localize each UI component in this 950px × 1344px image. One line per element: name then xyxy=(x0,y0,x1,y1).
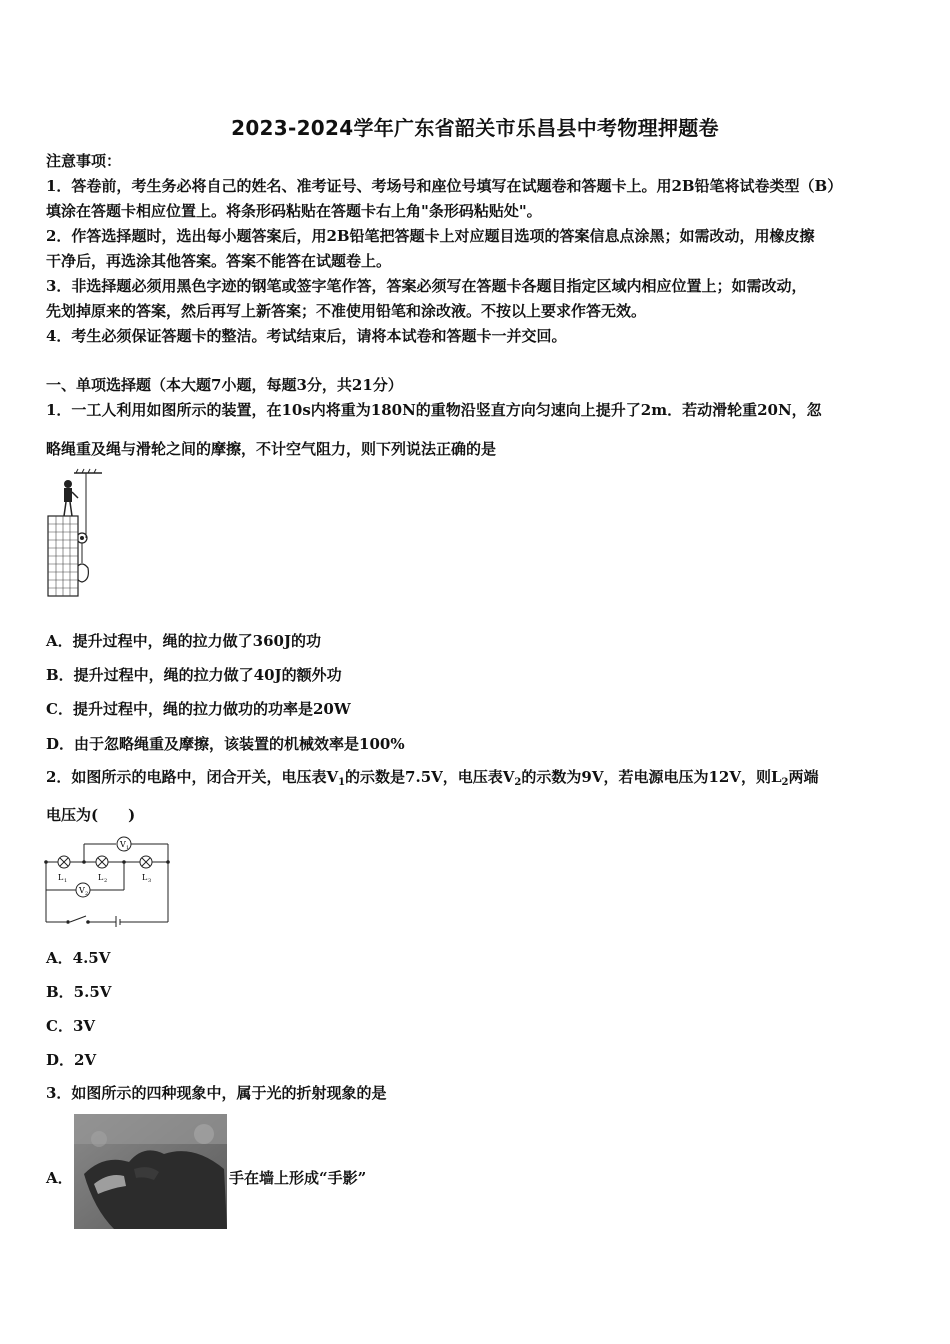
circuit-figure xyxy=(44,832,174,927)
notice-line: 填涂在答题卡相应位置上。将条形码粘贴在答题卡右上角"条形码粘贴处"。 xyxy=(46,202,542,220)
l2-label: L xyxy=(98,873,104,882)
notice-line: 2．作答选择题时，选出每小题答案后，用2B铅笔把答题卡上对应题目选项的答案信息点涂黑；如需改动，用橡皮擦 xyxy=(46,227,815,245)
notice-line: 先划掉原来的答案，然后再写上新答案；不准使用铅笔和涂改液。不按以上要求作答无效。 xyxy=(46,302,647,320)
q2-option-b: B．5.5V xyxy=(46,983,112,1001)
pulley-figure xyxy=(44,468,104,598)
hand-shadow-photo xyxy=(74,1114,227,1229)
q3-stem: 3．如图所示的四种现象中，属于光的折射现象的是 xyxy=(46,1084,387,1102)
page-title: 2023-2024学年广东省韶关市乐昌县中考物理押题卷 xyxy=(231,116,719,140)
l1-label: L xyxy=(58,873,64,882)
q1-stem-line2: 略绳重及绳与滑轮之间的摩擦，不计空气阻力，则下列说法正确的是 xyxy=(46,440,497,458)
q2-option-d: D．2V xyxy=(46,1051,97,1069)
notice-line: 4．考生必须保证答题卡的整洁。考试结束后，请将本试卷和答题卡一并交回。 xyxy=(46,327,567,345)
notice-heading: 注意事项： xyxy=(46,152,122,170)
q2-option-a: A．4.5V xyxy=(46,949,111,967)
v2-sub-label: 2 xyxy=(85,891,89,897)
notice-line: 干净后，再选涂其他答案。答案不能答在试题卷上。 xyxy=(46,252,392,270)
l3-label: L xyxy=(142,873,148,882)
v2-label: V xyxy=(79,886,85,895)
notice-line: 1．答卷前，考生务必将自己的姓名、准考证号、考场号和座位号填写在试题卷和答题卡上。用2B铅笔将试卷类型（B） xyxy=(46,177,843,195)
section-heading: 一、单项选择题（本大题7小题，每题3分，共21分） xyxy=(46,376,403,394)
q2-stem-line1: 2．如图所示的电路中，闭合开关，电压表$V_1$的示数是7.5V，电压表$V_2$的示数为9V，若电源电压为12V，则$L_2$两端 xyxy=(46,768,819,788)
v1-sub-label: 1 xyxy=(126,845,130,851)
l3-sub-label: 3 xyxy=(148,878,152,884)
q1-option-b: B．提升过程中，绳的拉力做了40J的额外功 xyxy=(46,666,342,684)
q1-stem-line1: 1．一工人利用如图所示的装置，在10s内将重为180N的重物沿竖直方向匀速向上提升了2m．若动滑轮重20N，忽 xyxy=(46,401,822,419)
q2-stem-line2: 电压为( ) xyxy=(46,806,136,824)
q2-option-c: C．3V xyxy=(46,1017,96,1035)
q1-option-d: D．由于忽略绳重及摩擦，该装置的机械效率是100% xyxy=(46,735,405,753)
v1-label: V xyxy=(120,840,126,849)
notice-line: 3．非选择题必须用黑色字迹的钢笔或签字笔作答，答案必须写在答题卡各题目指定区域内相应位置上；如需改动， xyxy=(46,277,807,295)
l1-sub-label: 1 xyxy=(64,878,68,884)
q3-option-a-text: 手在墙上形成“手影” xyxy=(229,1169,367,1187)
q1-option-c: C．提升过程中，绳的拉力做功的功率是20W xyxy=(46,700,351,718)
l2-sub-label: 2 xyxy=(104,878,108,884)
q1-option-a: A．提升过程中，绳的拉力做了360J的功 xyxy=(46,632,322,650)
q3-option-a-label: A． xyxy=(46,1169,73,1187)
